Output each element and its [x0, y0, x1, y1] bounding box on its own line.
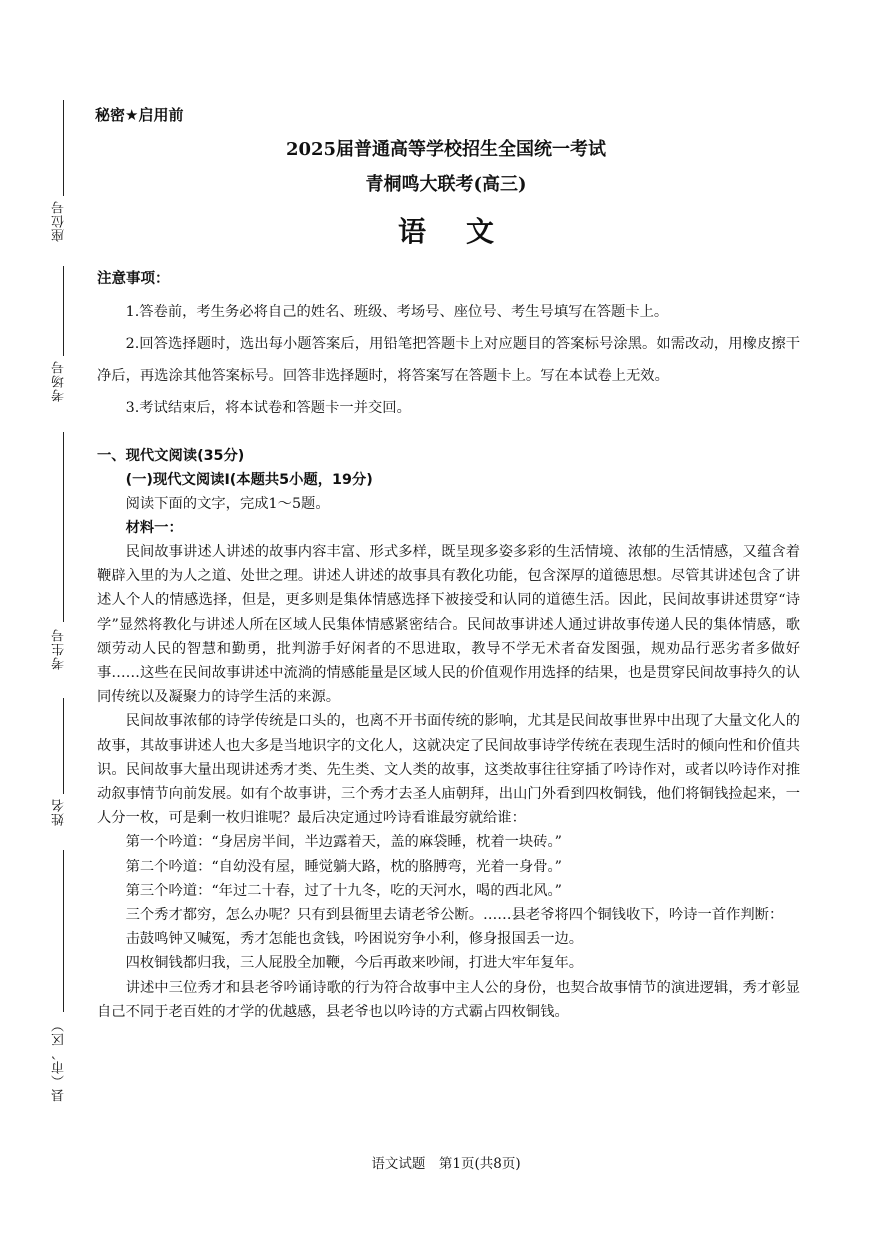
page-content — [97, 264, 800, 1024]
section-heading: 一、现代文阅读(35分) — [97, 448, 245, 464]
secret-mark: 秘密★启用前 — [95, 106, 184, 124]
exam-no-label: 考生号 — [52, 628, 67, 670]
poem-line: 击鼓鸣钟又喊冤，秀才怎能也贪钱，吟困说穷争小利，修身报国丢一边。 — [125, 931, 584, 948]
seat-label: 座位号 — [52, 200, 67, 242]
notice-item: 3.考试结束后，将本试卷和答题卡一并交回。 — [125, 400, 411, 416]
name-fill-line — [63, 698, 64, 794]
room-label: 考场号 — [52, 360, 67, 402]
exam-no-fill-line — [63, 432, 64, 622]
text-paragraph: 三个秀才都穷，怎么办呢？只有到县衙里去请老爷公断。……县老爷将四个铜钱收下，吟诗一首作判断： — [125, 907, 784, 924]
spacer — [97, 424, 800, 444]
notice-item: 2.回答选择题时，选出每小题答案后，用铅笔把答题卡上对应题目的答案标号涂黑。如需改动，用橡皮擦干净后，再选涂其他答案标号。回答非选择题时，将答案写在答题卡上。写在本试卷上无效。 — [97, 336, 800, 384]
name-label: 姓名 — [52, 798, 67, 826]
room-fill-line — [63, 266, 64, 356]
county-label: 县（市、区） — [52, 1018, 67, 1102]
poem-line: 第三个吟道：“年过二十春，过了十九冬，吃的天河水，喝的西北风。” — [125, 882, 562, 899]
poem-line: 四枚铜钱都归我，三人屁股全加鞭，今后再敢来吵闹，打进大牢年复年。 — [125, 955, 584, 972]
poem-line: 第一个吟道：“身居房半间，半边露着天，盖的麻袋睡，枕着一块砖。” — [125, 834, 562, 851]
notice-item: 1.答卷前，考生务必将自己的姓名、班级、考场号、座位号、考生号填写在答题卡上。 — [125, 304, 669, 320]
page-footer: 语文试题 第1页(共8页) — [371, 1156, 521, 1172]
text-paragraph: 讲述中三位秀才和县老爷吟诵诗歌的行为符合故事中主人公的身份，也契合故事情节的演进逻辑，秀才彰显自己不同于老百姓的才学的优越感，县老爷也以吟诗的方式霸占四枚铜钱。 — [97, 979, 800, 1020]
text-paragraph: 民间故事浓郁的诗学传统是口头的，也离不开书面传统的影响，尤其是民间故事世界中出现了大量文化人的故事，其故事讲述人也大多是当地识字的文化人，这就决定了民间故事诗学传统在表现生活时的倾向性和价值共识。民间故事大量出现讲述秀才类、先生类、文人类的故事，这类故事往往穿插了吟诗作对，或者以吟诗作对推动叙事情节向前发展。如有个故事讲，三个秀才去圣人庙朝拜，出山门外看到四枚铜钱，他们将铜钱捡起来，一人分一枚，可是剩一枚归谁呢？最后决定通过吟诗看谁最穷就给谁： — [97, 713, 800, 827]
subject-title: 语文 — [397, 215, 534, 248]
county-fill-line — [63, 850, 64, 1012]
subsection-heading: (一)现代文阅读Ⅰ(本题共5小题，19分) — [125, 472, 373, 488]
exam-subtitle: 青桐鸣大联考(高三) — [365, 174, 527, 195]
material-label: 材料一： — [125, 520, 183, 536]
exam-title: 2025届普通高等学校招生全国统一考试 — [285, 139, 607, 160]
notice-heading: 注意事项： — [97, 271, 170, 287]
poem-line: 第二个吟道：“自幼没有屋，睡觉躺大路，枕的胳膊弯，光着一身骨。” — [125, 858, 562, 875]
text-paragraph: 民间故事讲述人讲述的故事内容丰富、形式多样，既呈现多姿多彩的生活情境、浓郁的生活情感，又蕴含着鞭辟入里的为人之道、处世之理。讲述人讲述的故事具有教化功能，包含深厚的道德思想。尽管其讲述包含了讲述人个人的情感选择，但是，更多则是集体情感选择下被接受和认同的道德生活。因此，民间故事讲述贯穿“诗学”显然将教化与讲述人所在区域人民集体情感紧密结合。民间故事讲述人通过讲故事传递人民的集体情感，歌颂劳动人民的智慧和勤勇，批判游手好闲者的不思进取，教导不学无术者奋发图强，规劝品行恶劣者多做好事……这些在民间故事讲述中流淌的情感能量是区域人民的价值观作用选择的结果，也是贯穿民间故事持久的认同传统以及凝聚力的诗学生活的来源。 — [97, 544, 800, 706]
reading-instruction: 阅读下面的文字，完成1～5题。 — [125, 496, 330, 512]
